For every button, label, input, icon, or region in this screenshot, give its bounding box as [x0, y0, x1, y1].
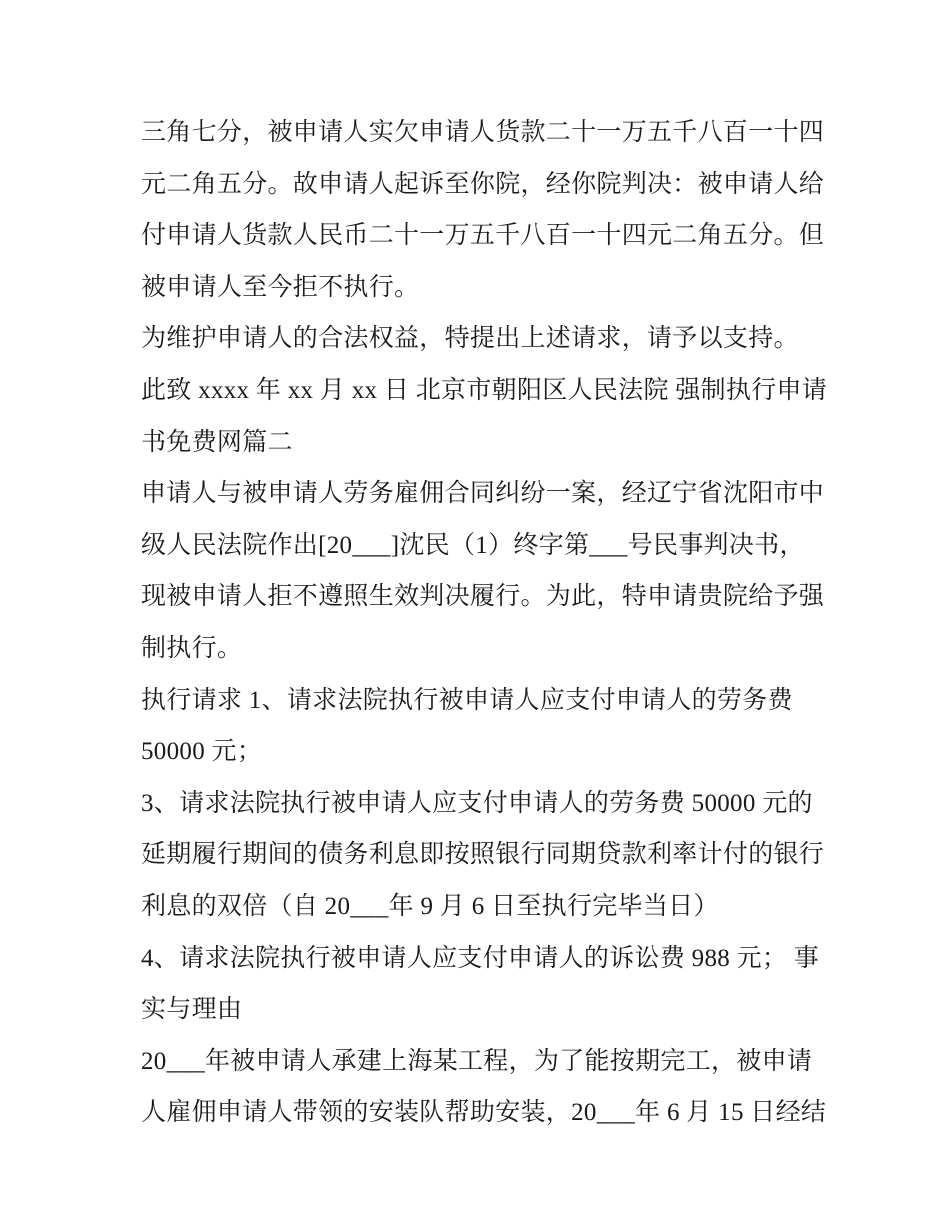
text-line: 被申请人至今拒不执行。 — [141, 273, 420, 301]
text-line: 3、请求法院执行被申请人应支付申请人的劳务费 50000 元的 — [141, 789, 813, 817]
text-line: 三角七分，被申请人实欠申请人货款二十一万五千八百一十四 — [141, 119, 825, 146]
text-line: 实与理由 — [141, 996, 243, 1024]
text-line: 元二角五分。故申请人起诉至你院，经你院判决：被申请人给 — [141, 170, 825, 198]
text-line: 级人民法院作出[20___]沈民（1）终字第___号民事判决书， — [141, 531, 805, 559]
text-line: 书免费网篇二 — [141, 428, 293, 456]
text-line: 4、请求法院执行被申请人应支付申请人的诉讼费 988 元； 事 — [141, 944, 820, 972]
text-line: 制执行。 — [141, 634, 243, 662]
text-line: 20___年被申请人承建上海某工程，为了能按期完工，被申请 — [141, 1047, 813, 1075]
text-line: 申请人与被申请人劳务雇佣合同纠纷一案，经辽宁省沈阳市中 — [141, 480, 825, 508]
text-line: 利息的双倍（自 20___年 9 月 6 日至执行完毕当日） — [141, 892, 719, 920]
text-line: 人雇佣申请人带领的安装队帮助安装，20___年 6 月 15 日经结 — [141, 1099, 827, 1127]
text-line: 现被申请人拒不遵照生效判决履行。为此，特申请贵院给予强 — [141, 583, 825, 611]
text-line: 为维护申请人的合法权益，特提出上述请求，请予以支持。 — [141, 325, 799, 353]
text-line: 延期履行期间的债务利息即按照银行同期贷款利率计付的银行 — [141, 841, 825, 869]
text-line: 付申请人货款人民币二十一万五千八百一十四元二角五分。但 — [141, 222, 825, 250]
text-line: 50000 元； — [141, 738, 263, 766]
text-line: 此致 xxxx 年 xx 月 xx 日 北京市朝阳区人民法院 强制执行申请 — [141, 376, 828, 404]
text-line: 执行请求 1、请求法院执行被申请人应支付申请人的劳务费 — [141, 686, 793, 714]
document-body — [141, 107, 828, 1139]
